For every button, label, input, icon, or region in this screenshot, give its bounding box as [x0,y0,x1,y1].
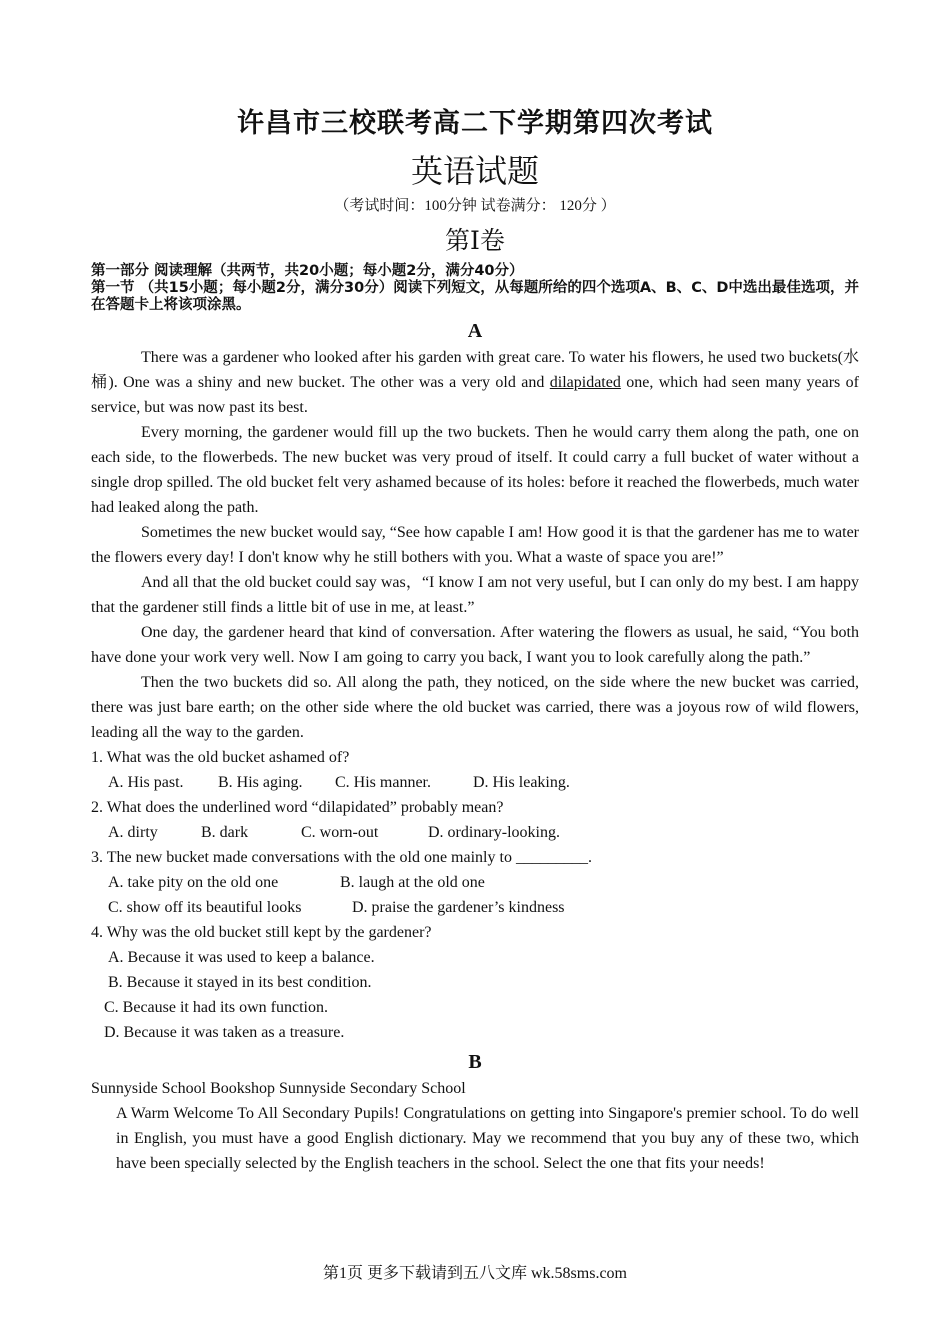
option: D. His leaking. [473,774,570,791]
exam-subtitle: 英语试题 [410,152,539,190]
underlined-word: dilapidated [549,374,621,391]
question-2-stem: 2. What does the underlined word “dilapidated” probably mean? [91,799,504,816]
option: A. His past. [108,774,184,791]
question-1-stem: 1. What was the old bucket ashamed of? [91,749,350,766]
question-4-option-c: C. Because it had its own function. [104,999,328,1016]
paragraph-text: one, which had seen many years of service, but was now past its best. [91,374,859,416]
passage-a-paragraph-2: Every morning, the gardener would fill up the two buckets. Then he would carry them along the path, one on each side, to the flowerbeds. The new bucket was very proud of itself. It could carry a full bucket of water without a single drop spilled. The old bucket felt very ashamed because of its holes: before it reached the flowerbeds, much water had leaked along the path. [91,424,859,516]
passage-b-heading: B [468,1051,482,1073]
option: B. His aging. [218,774,303,791]
question-2-options [91,820,859,845]
option: D. praise the gardener’s kindness [352,899,565,916]
passage-b-intro: A Warm Welcome To All Secondary Pupils! Congratulations on getting into Singapore's premier school. To do well in English, you must have a good English dictionary. May we recommend that you buy any of these two, which have been specially selected by the English teachers in the school. Select the one that fits your needs! [116,1105,859,1172]
question-4-option-a: A. Because it was used to keep a balance. [108,949,375,966]
passage-a-paragraph-4: And all that the old bucket could say was，“I know I am not very useful, but I can only do my best. I am happy that the gardener still finds a little bit of use in me, at least.” [91,574,859,616]
option: C. His manner. [335,774,431,791]
page-footer: 第1页 更多下载请到五八文库 wk.58sms.com [322,1265,627,1282]
paragraph-text: There was a gardener who looked after his garden with great care. To water his flowers, he used two buckets(水桶). One was a shiny and new bucket. The other was a very old and [91,349,859,391]
exam-info: （考试时间：100分钟 试卷满分： 120分 ） [334,198,616,214]
passage-a-paragraph-3: Sometimes the new bucket would say, “See how capable I am! How good it is that the gardener has me to water the flowers every day! I don't know why he still bothers with you. What a waste of space you are!” [91,524,859,566]
question-1-options [91,770,859,795]
passage-a-paragraph-6: Then the two buckets did so. All along the path, they noticed, on the side where the new bucket was carried, there was just bare earth; on the other side where the old bucket was carried, there was a joyous row of wild flowers, leading all the way to the garden. [91,674,859,741]
volume-heading: 第Ⅰ卷 [445,226,505,255]
question-3-stem: 3. The new bucket made conversations with the old one mainly to _________. [91,849,592,866]
question-3-options-row-1 [91,870,859,895]
question-4-option-b: B. Because it stayed in its best condition. [108,974,372,991]
option: C. show off its beautiful looks [108,899,302,916]
exam-page [91,104,859,1176]
option: C. worn-out [301,824,379,841]
exam-title: 许昌市三校联考高二下学期第四次考试 [237,108,713,139]
option: B. laugh at the old one [340,874,485,891]
option: D. ordinary-looking. [428,824,560,841]
option: A. take pity on the old one [108,874,279,891]
question-4-option-d: D. Because it was taken as a treasure. [104,1024,345,1041]
passage-b-source: Sunnyside School Bookshop Sunnyside Secondary School [91,1080,466,1097]
question-3-options-row-2 [91,895,859,920]
option: B. dark [201,824,249,841]
option: A. dirty [108,824,158,841]
passage-a-paragraph-1 [91,345,859,420]
passage-a-paragraph-5: One day, the gardener heard that kind of conversation. After watering the flowers as usual, he said, “You both have done your work very well. Now I am going to carry you back, I want you to look carefully along the path.” [91,624,859,666]
instructions [91,263,859,314]
section1-instruction: 第一节 （共15小题；每小题2分，满分30分）阅读下列短文，从每题所给的四个选项A、B、C、D中选出最佳选项，并在答题卡上将该项涂黑。 [91,280,859,313]
part1-instruction: 第一部分 阅读理解（共两节，共20小题；每小题2分，满分40分） [91,263,524,279]
question-4-stem: 4. Why was the old bucket still kept by the gardener? [91,924,432,941]
passage-a-heading: A [467,320,483,342]
